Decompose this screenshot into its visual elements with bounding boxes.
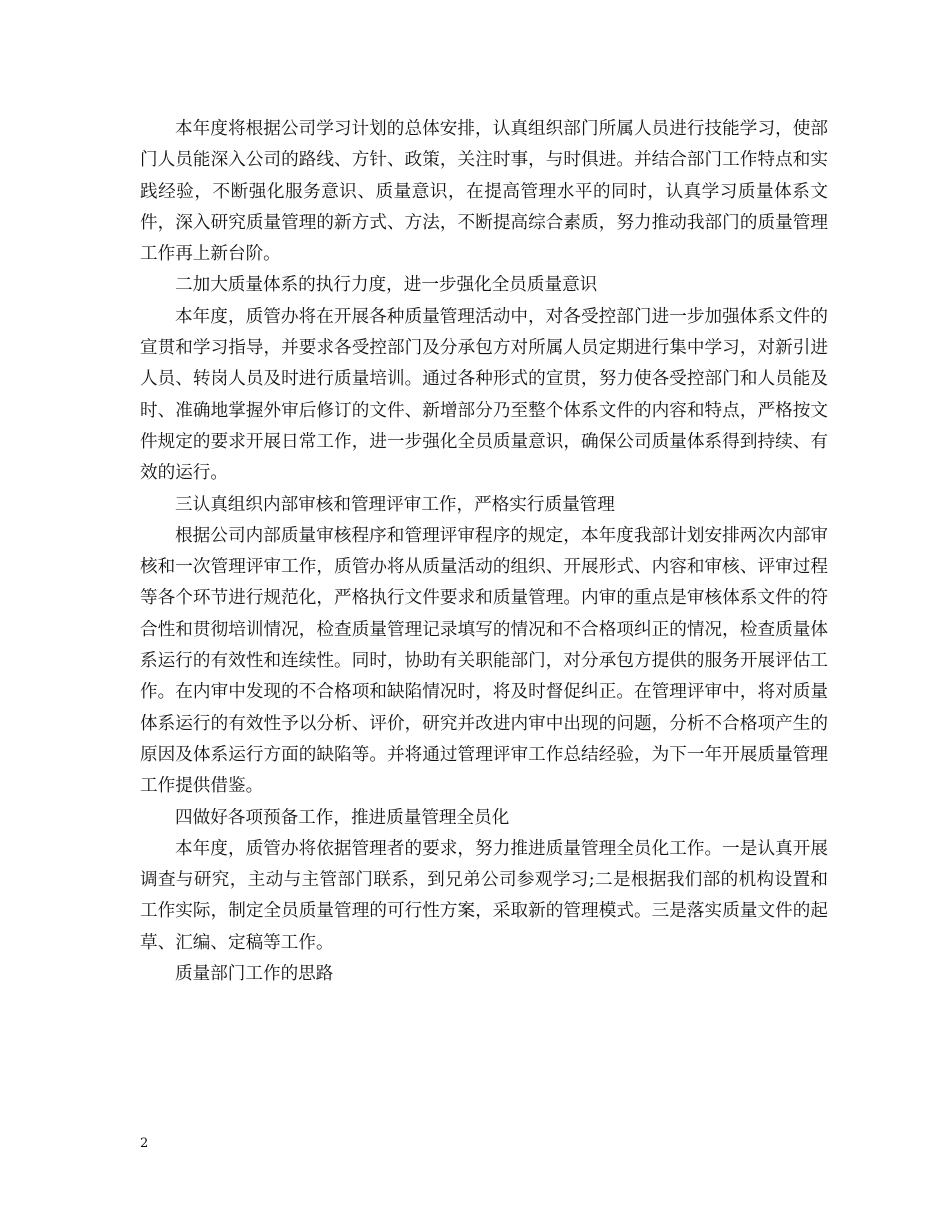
page-number: 2 <box>140 1136 149 1151</box>
paragraph-internal-audit: 根据公司内部质量审核程序和管理评审程序的规定，本年度我部计划安排两次内部审核和一次管理评审工作，质管办将从质量活动的组织、开展形式、内容和审核、评审过程等各个环节进行规范化，严格执行文件要求和质量管理。内审的重点是审核体系文件的符合性和贯彻培训情况，检查质量管理记录填写的情况和不合格项纠正的情况，检查质量体系运行的有效性和连续性。同时，协助有关职能部门，对分承包方提供的服务开展评估工作。在内审中发现的不合格项和缺陷情况时，将及时督促纠正。在管理评审中，将对质量体系运行的有效性予以分析、评价，研究并改进内审中出现的问题，分析不合格项产生的原因及体系运行方面的缺陷等。并将通过管理评审工作总结经验，为下一年开展质量管理工作提供借鉴。 <box>140 525 828 797</box>
paragraph-quality-awareness: 本年度，质管办将在开展各种质量管理活动中，对各受控部门进一步加强体系文件的宣贯和学习指导，并要求各受控部门及分承包方对所属人员定期进行集中学习，对新引进人员、转岗人员及时进行质量培训。通过各种形式的宣贯，努力使各受控部门和人员能及时、准确地掌握外审后修订的文件、新增部分乃至整个体系文件的内容和特点，严格按文件规定的要求开展日常工作，进一步强化全员质量意识，确保公司质量体系得到持续、有效的运行。 <box>140 306 828 484</box>
document-body <box>140 114 828 990</box>
section-heading-2: 二加大质量体系的执行力度，进一步强化全员质量意识 <box>175 275 598 296</box>
section-heading-3: 三认真组织内部审核和管理评审工作，严格实行质量管理 <box>175 494 615 515</box>
paragraph-learning-plan: 本年度将根据公司学习计划的总体安排，认真组织部门所属人员进行技能学习，使部门人员能深入公司的路线、方针、政策，关注时事，与时俱进。并结合部门工作特点和实践经验，不断强化服务意识、质量意识，在提高管理水平的同时，认真学习质量体系文件，深入研究质量管理的新方式、方法，不断提高综合素质，努力推动我部门的质量管理工作再上新台阶。 <box>140 119 828 265</box>
section-heading-4: 四做好各项预备工作，推进质量管理全员化 <box>175 807 510 828</box>
paragraph-full-participation: 本年度，质管办将依据管理者的要求，努力推进质量管理全员化工作。一是认真开展调查与研究，主动与主管部门联系，到兄弟公司参观学习;二是根据我们部的机构设置和工作实际，制定全员质量管理的可行性方案，采取新的管理模式。三是落实质量文件的起草、汇编、定稿等工作。 <box>140 838 828 953</box>
section-heading-ideas: 质量部门工作的思路 <box>175 964 334 985</box>
